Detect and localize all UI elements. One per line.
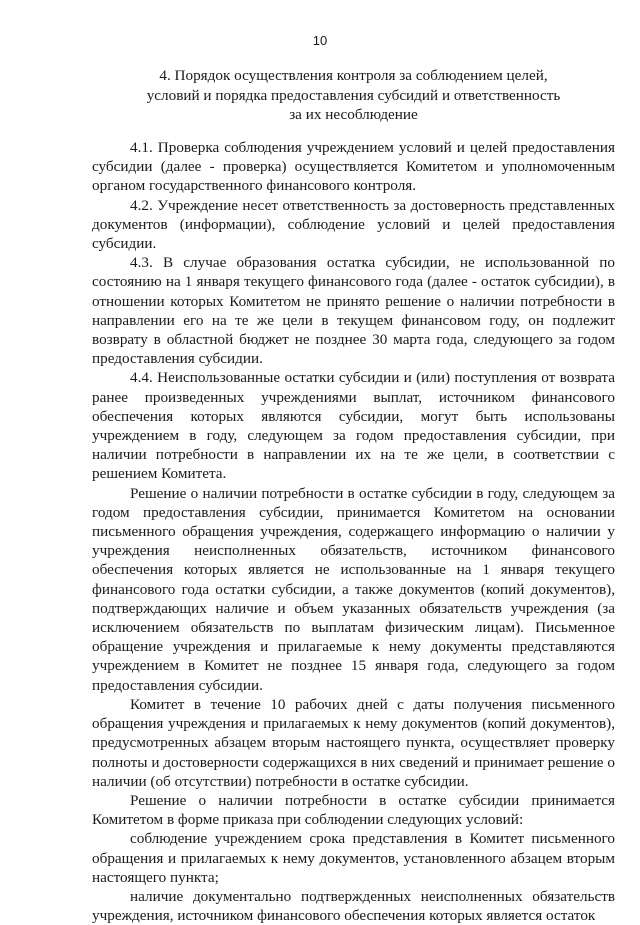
paragraph-condition-obligations: наличие документально подтвержденных неисполненных обязательств учреждения, источником финансового обеспечения которых является остаток: [92, 887, 615, 925]
paragraph-decision-basis: Решение о наличии потребности в остатке субсидии в году, следующем за годом предоставления субсидии, принимается Комитетом на основании письменного обращения учреждения, содержащего информацию о наличии у учреждения неисполненных обязательств, источником финансового обеспечения которых является не использованные на 1 января текущего финансового года остатки субсидии, а также документов (копий документов), подтверждающих наличие и объем указанных обязательств учреждения (за исключением обязательств по выплатам физическим лицам). Письменное обращение учреждения и прилагаемые к нему документы представляются учреждением в Комитет не позднее 15 января года, следующего за годом предоставления субсидии.: [92, 484, 615, 694]
page-number: 10: [312, 33, 328, 48]
paragraph-decision-form: Решение о наличии потребности в остатке субсидии принимается Комитетом в форме приказа при соблюдении следующих условий:: [92, 791, 615, 829]
section-title: [92, 66, 615, 125]
paragraph-committee-review: Комитет в течение 10 рабочих дней с даты получения письменного обращения учреждения и прилагаемых к нему документов (копий документов), предусмотренных абзацем вторым настоящего пункта, осуществляет проверку полноты и достоверности содержащихся в них сведений и принимает решение о наличии (об отсутствии) потребности в остатке субсидии.: [92, 695, 615, 790]
section-title-line: за их несоблюдение: [289, 106, 418, 123]
paragraph-condition-deadline: соблюдение учреждением срока представления в Комитет письменного обращения и прилагаемых к нему документов, установленного абзацем вторым настоящего пункта;: [92, 830, 615, 886]
paragraph-4-4: 4.4. Неиспользованные остатки субсидии и (или) поступления от возврата ранее произведенных учреждениями выплат, источником финансового обеспечения которых являются субсидии, могут быть использованы учреждением в году, следующем за годом предоставления субсидии, при наличии потребности в направлении их на те же цели, в соответствии с решением Комитета.: [92, 369, 615, 483]
document-body: [92, 138, 615, 925]
section-title-line: условий и порядка предоставления субсидий и ответственность: [146, 86, 561, 104]
paragraph-4-1: 4.1. Проверка соблюдения учреждением условий и целей предоставления субсидии (далее - проверка) осуществляется Комитетом и уполномоченным органом государственного финансового контроля.: [92, 139, 615, 195]
paragraph-4-2: 4.2. Учреждение несет ответственность за достоверность представленных документов (информации), соблюдение условий и целей предоставления субсидии.: [92, 196, 615, 253]
section-title-line: 4. Порядок осуществления контроля за соблюдением целей,: [159, 67, 548, 84]
paragraph-4-3: 4.3. В случае образования остатка субсидии, не использованной по состоянию на 1 января текущего финансового года (далее - остаток субсидии), в отношении которых Комитетом не принято решение о наличии потребности в направлении его на те же цели в текущем финансовом году, он подлежит возврату в областной бюджет не позднее 30 марта года, следующего за годом предоставления субсидии.: [92, 254, 615, 368]
